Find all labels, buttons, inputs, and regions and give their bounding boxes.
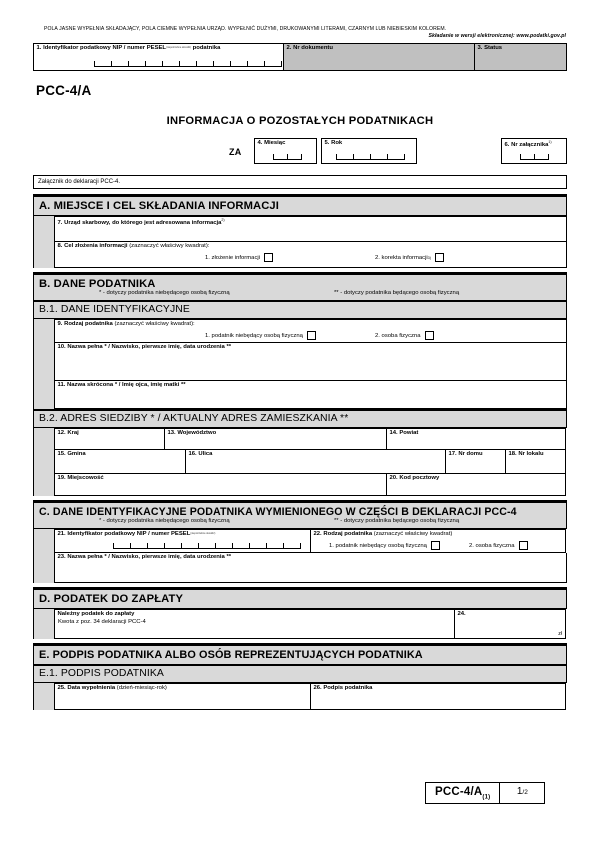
field-attachment-footnote: 1): [548, 140, 552, 145]
period-row: [33, 138, 567, 166]
field-tax-office-label: [55, 217, 566, 227]
purpose-option-1-checkbox[interactable]: [264, 253, 273, 262]
field-country-label: [55, 429, 164, 437]
purpose-option-1[interactable]: [205, 253, 375, 262]
purpose-option-2-label: 2. korekta informacji: [375, 254, 428, 261]
footer-page-separator: /: [522, 789, 525, 796]
address-row-3: [55, 474, 567, 496]
field-full-name-number: 10.: [57, 344, 66, 351]
taxpayer-type-option-2[interactable]: [375, 331, 434, 340]
field-purpose-label: [55, 242, 566, 250]
field-c-nip-text: Identyfikator podatkowy NIP / numer PESEL: [67, 531, 191, 538]
signature-row: [55, 683, 567, 710]
purpose-option-1-label: 1. złożenie informacji: [205, 254, 261, 261]
address-row-2: [55, 450, 567, 474]
section-b1-body: [33, 319, 567, 409]
field-taxpayer-type[interactable]: [55, 319, 567, 343]
field-tax-due-currency: zł: [558, 630, 562, 637]
field-country-number: 12.: [57, 430, 66, 437]
section-b2-body: [33, 428, 567, 496]
field-taxpayer-type-number: 9.: [57, 321, 63, 328]
field-tax-due-description: [55, 609, 455, 639]
section-a-gutter: [33, 216, 55, 268]
section-b-note-double: ** - dotyczy podatnika będącego osobą fizyczną: [334, 289, 460, 296]
field-voivodeship-text: Województwo: [177, 430, 217, 437]
field-postal-code-number: 20.: [389, 475, 398, 482]
field-city-number: 19.: [57, 475, 66, 482]
section-e-header: [33, 643, 567, 665]
attachment-declaration-note: [33, 175, 567, 189]
field-city-text: Miejscowość: [67, 475, 104, 482]
section-c-title: C. DANE IDENTYFIKACYJNE PODATNIKA WYMIENIONEGO W CZĘŚCI B DEKLARACJI PCC-4: [39, 505, 517, 518]
footer-page-total: 2: [524, 789, 528, 796]
field-street-label: [186, 450, 445, 458]
notice-line-2: Składanie w wersji elektronicznej: www.podatki.gov.pl: [428, 33, 566, 40]
section-e-title: E. PODPIS PODATNIKA ALBO OSÓB REPREZENTUJĄCYCH PODATNIKA: [39, 648, 423, 661]
field-c-nip-label: [55, 530, 310, 538]
field-attachment-number-idx: 6.: [504, 142, 510, 149]
field-full-name-label: [55, 343, 566, 351]
field-short-name-text: Nazwa skrócona * / Imię ojca, imię matki **: [67, 382, 186, 389]
field-purpose-options: [55, 253, 566, 262]
c-taxpayer-type-option-2[interactable]: [469, 541, 528, 550]
identification-row: [33, 43, 567, 71]
taxpayer-type-option-1[interactable]: [205, 331, 375, 340]
section-a-title: A. MIEJSCE I CEL SKŁADANIA INFORMACJI: [39, 199, 279, 212]
section-e1-gutter: [33, 683, 55, 710]
section-a-header: [33, 194, 567, 216]
section-b-title: B. DANE PODATNIKA: [39, 277, 156, 290]
field-commune-text: Gmina: [67, 451, 86, 458]
field-c-taxpayer-type-label: [311, 530, 565, 538]
section-c-note-double: ** - dotyczy podatnika będącego osobą fizyczną: [334, 517, 460, 524]
section-b2-header: [33, 409, 567, 428]
field-c-taxpayer-type-text: Rodzaj podatnika: [323, 531, 373, 538]
field-fill-date-number: 25.: [57, 685, 66, 692]
c-taxpayer-type-option-2-checkbox[interactable]: [519, 541, 528, 550]
field-c-full-name-number: 23.: [57, 554, 66, 561]
field-attachment-number[interactable]: [501, 138, 567, 164]
field-commune[interactable]: [55, 450, 186, 474]
field-purpose-text: Cel złożenia informacji: [64, 243, 128, 250]
field-doc-label: [284, 44, 474, 52]
nip-comb-cells[interactable]: [94, 61, 282, 67]
section-c-fields: [55, 529, 567, 583]
field-year-number: 5.: [324, 140, 330, 147]
notice-line-1: POLA JASNE WYPEŁNIA SKŁADAJĄCY, POLA CIEMNE WYPEŁNIA URZĄD. WYPEŁNIĆ DUŻYMI, DRUKOWANYMI LITERAMI, CZARNYM LUB NIEBIESKIM KOLOREM.: [44, 26, 447, 32]
field-street-number: 16.: [188, 451, 197, 458]
field-commune-number: 15.: [57, 451, 66, 458]
section-b1-title: B.1. DANE IDENTYFIKACYJNE: [39, 304, 190, 316]
field-short-name-number: 11.: [57, 382, 66, 389]
field-house-number-label: [446, 450, 505, 458]
field-county[interactable]: [387, 428, 566, 450]
purpose-option-2[interactable]: [375, 253, 444, 262]
field-purpose[interactable]: [55, 242, 567, 268]
field-purpose-number: 8.: [57, 243, 63, 250]
field-year[interactable]: [321, 138, 417, 164]
form-sheet: [33, 26, 567, 710]
field-street-text: Ulica: [198, 451, 213, 458]
section-c-row-1: [55, 529, 567, 553]
section-c-note-single: * - dotyczy podatnika niebędącego osobą fizyczną: [99, 517, 230, 524]
field-full-name-text: Nazwa pełna * / Nazwisko, pierwsze imię, data urodzenia **: [67, 344, 232, 351]
legal-notice: [33, 26, 567, 40]
field-postal-code-label: [387, 474, 565, 482]
field-signature-number: 26.: [313, 685, 322, 692]
section-b2-gutter: [33, 428, 55, 496]
field-c-full-name[interactable]: [55, 553, 567, 583]
field-taxpayer-type-options: [55, 331, 566, 340]
field-nip-hint: (niepotrzebne skreślić): [166, 46, 191, 50]
field-house-number-idx: 17.: [448, 451, 457, 458]
field-house-number-text: Nr domu: [458, 451, 483, 458]
field-nip-suffix: podatnika: [192, 45, 221, 52]
page-title: INFORMACJA O POZOSTAŁYCH PODATNIKACH: [166, 114, 434, 127]
field-year-label: [322, 139, 416, 147]
field-commune-label: [55, 450, 185, 458]
section-c-gutter: [33, 529, 55, 583]
section-d-gutter: [33, 609, 55, 639]
footer: [425, 782, 545, 804]
footer-form-code-text: PCC-4/A: [435, 786, 483, 798]
section-d-title: D. PODATEK DO ZAPŁATY: [39, 592, 184, 605]
field-c-full-name-text: Nazwa pełna * / Nazwisko, pierwsze imię, data urodzenia **: [67, 554, 232, 561]
section-e1-header: [33, 665, 567, 683]
field-c-taxpayer-type-hint: (zaznaczyć właściwy kwadrat): [373, 531, 453, 538]
field-fill-date-hint: (dzień-miesiąc-rok): [116, 685, 167, 692]
field-month-label: [255, 139, 316, 147]
section-e1-body: [33, 683, 567, 710]
za-label: ZA: [229, 146, 242, 157]
section-b2-fields: [55, 428, 567, 496]
field-purpose-hint: (zaznaczyć właściwy kwadrat):: [129, 243, 210, 250]
field-tax-due-note: Kwota z poz. 34 deklaracji PCC-4: [58, 619, 146, 626]
section-c-header: [33, 500, 567, 529]
c-nip-comb-cells[interactable]: [113, 543, 301, 549]
attachment-comb-cells[interactable]: [520, 154, 549, 160]
field-status-number: 3.: [477, 45, 483, 52]
section-c-body: [33, 529, 567, 583]
field-full-name[interactable]: [55, 343, 567, 381]
field-attachment-label: [502, 139, 566, 149]
field-tax-office-footnote: 2): [221, 218, 225, 223]
field-short-name[interactable]: [55, 381, 567, 409]
footer-form-code: [425, 782, 500, 804]
field-flat-number[interactable]: [506, 450, 566, 474]
field-city[interactable]: [55, 474, 387, 496]
field-nip-label: [34, 44, 283, 52]
address-row-1: [55, 428, 567, 450]
field-tax-office[interactable]: [55, 216, 567, 242]
field-short-name-label: [55, 381, 566, 389]
field-tax-due-amount[interactable]: [455, 609, 566, 639]
field-c-full-name-label: [55, 553, 566, 561]
taxpayer-type-option-2-checkbox[interactable]: [425, 331, 434, 340]
field-country[interactable]: [55, 428, 165, 450]
taxpayer-type-option-1-checkbox[interactable]: [307, 331, 316, 340]
month-comb-cells[interactable]: [273, 154, 302, 160]
field-fill-date-label: [55, 684, 310, 692]
field-status: [475, 43, 567, 71]
field-c-nip[interactable]: [55, 529, 311, 553]
field-status-label: [475, 44, 566, 52]
field-voivodeship-label: [165, 429, 386, 437]
field-doc-text: Nr dokumentu: [293, 45, 333, 52]
field-county-number: 14.: [389, 430, 398, 437]
section-b-header: [33, 272, 567, 301]
field-nip-number: 1.: [36, 45, 42, 52]
field-taxpayer-type-text: Rodzaj podatnika: [64, 321, 113, 328]
field-county-text: Powiat: [399, 430, 419, 437]
field-house-number[interactable]: [446, 450, 506, 474]
field-voivodeship-number: 13.: [167, 430, 176, 437]
field-county-label: [387, 429, 565, 437]
c-taxpayer-type-option-1-checkbox[interactable]: [431, 541, 440, 550]
section-c-star-notes: [39, 518, 566, 525]
field-month[interactable]: [254, 138, 317, 164]
field-flat-number-label: [506, 450, 565, 458]
footer-form-version: (1): [482, 794, 491, 801]
section-b2-title: B.2. ADRES SIEDZIBY * / AKTUALNY ADRES ZAMIESZKANIA **: [39, 413, 349, 425]
field-month-text: Miesiąc: [264, 140, 286, 147]
field-status-text: Status: [484, 45, 503, 52]
field-postal-code[interactable]: [387, 474, 566, 496]
field-flat-number-idx: 18.: [508, 451, 517, 458]
section-b1-gutter: [33, 319, 55, 409]
purpose-option-2-footnote: 3): [427, 255, 431, 260]
section-d-row: [55, 609, 567, 639]
section-d-header: [33, 587, 567, 609]
c-taxpayer-type-option-1-label: 1. podatnik niebędący osobą fizyczną: [329, 542, 427, 549]
field-postal-code-text: Kod pocztowy: [399, 475, 440, 482]
field-taxpayer-type-hint: (zaznaczyć właściwy kwadrat):: [114, 321, 195, 328]
footer-page-current: 1: [516, 786, 523, 797]
purpose-option-2-checkbox[interactable]: [435, 253, 444, 262]
section-b1-fields: [55, 319, 567, 409]
section-b-note-single: * - dotyczy podatnika niebędącego osobą fizyczną: [99, 289, 230, 296]
c-taxpayer-type-option-1[interactable]: [329, 541, 469, 550]
field-tax-due-amount-number: 24.: [457, 611, 466, 618]
field-nip-taxpayer[interactable]: [33, 43, 284, 71]
field-country-text: Kraj: [67, 430, 79, 437]
field-month-number: 4.: [257, 140, 263, 147]
section-e1-title: E.1. PODPIS PODATNIKA: [39, 668, 164, 680]
field-year-text: Rok: [331, 140, 343, 147]
section-a-body: [33, 216, 567, 268]
section-d-body: [33, 609, 567, 639]
field-c-nip-hint: (niepotrzebne skreślić): [190, 532, 216, 536]
taxpayer-type-option-1-label: 1. podatnik niebędący osobą fizyczną: [205, 332, 303, 339]
field-nip-text: Identyfikator podatkowy NIP / numer PESEL: [43, 45, 167, 52]
year-comb-cells[interactable]: [336, 154, 405, 160]
field-fill-date-text: Data wypełnienia: [67, 685, 116, 692]
section-b-star-notes: [39, 290, 566, 297]
field-c-taxpayer-type-options: [311, 541, 565, 550]
section-e1-fields: [55, 683, 567, 710]
field-city-label: [55, 474, 386, 482]
field-tax-due-text: Należny podatek do zapłaty: [57, 611, 135, 618]
section-d-fields: [55, 609, 567, 639]
field-taxpayer-type-label: [55, 320, 566, 328]
field-doc-number: 2.: [286, 45, 292, 52]
field-signature-label: [311, 684, 565, 692]
field-c-nip-number: 21.: [57, 531, 66, 538]
section-b1-header: [33, 301, 567, 319]
c-taxpayer-type-option-2-label: 2. osoba fizyczna: [469, 542, 515, 549]
field-fill-date[interactable]: [55, 683, 311, 710]
taxpayer-type-option-2-label: 2. osoba fizyczna: [375, 332, 421, 339]
field-tax-office-text: Urząd skarbowy, do którego jest adresowana informacja: [64, 220, 222, 227]
field-signature-text: Podpis podatnika: [323, 685, 373, 692]
field-street[interactable]: [186, 450, 446, 474]
field-document-number: [284, 43, 475, 71]
field-c-taxpayer-type[interactable]: [311, 529, 566, 553]
field-voivodeship[interactable]: [165, 428, 387, 450]
field-attachment-text: Nr załącznika: [511, 142, 549, 149]
form-code-heading: PCC-4/A: [36, 82, 92, 98]
field-flat-number-text: Nr lokalu: [518, 451, 544, 458]
section-a-fields: [55, 216, 567, 268]
field-signature[interactable]: [311, 683, 566, 710]
attachment-note-text: Załącznik do deklaracji PCC-4.: [38, 178, 121, 185]
field-c-taxpayer-type-number: 22.: [313, 531, 322, 538]
field-tax-office-number: 7.: [57, 220, 63, 227]
footer-page-number: [500, 782, 545, 804]
